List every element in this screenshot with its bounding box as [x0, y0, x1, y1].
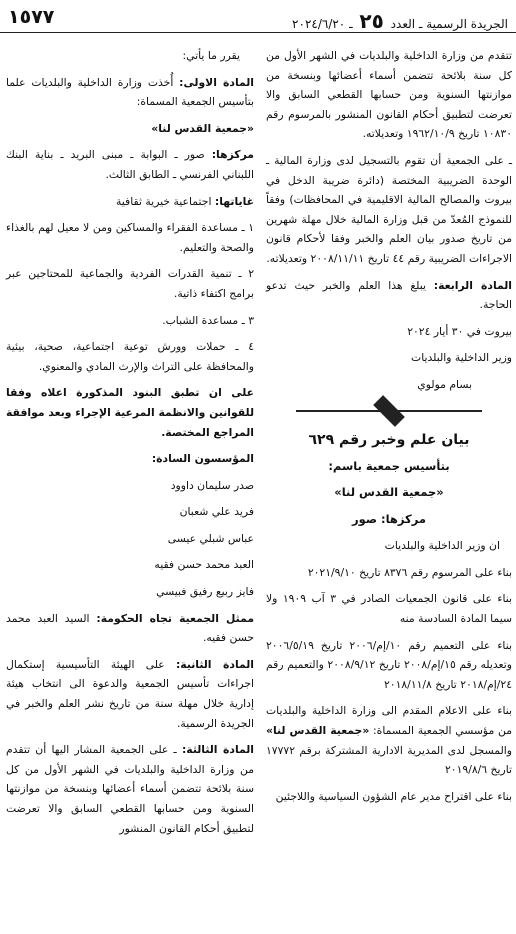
article-one: [6, 73, 254, 112]
notice-title: بيان علم وخبر رقم ٦٢٩: [308, 431, 470, 448]
article-label: المادة الاولى:: [179, 75, 255, 89]
paragraph: بناء على التعميم رقم ١٠/إم/٢٠٠٦ تاريخ ٢٠٠٦/٥/١٩ وتعديله رقم ١٥/إم/٢٠٠٨ تاريخ ٢٠٠٨/٩/١٢ والتعميم رقم ٢٤/إم/٢٠١٨ تاريخ ٢٠١٨/١١/٨: [266, 638, 512, 691]
founder: فريد علي شعبان: [179, 505, 254, 519]
condition: على ان تطبق البنود المذكورة اعلاه وفقا للقوانين والانظمة المرعية الإجراء وبعد موافقة المراجع المختصة.: [6, 386, 254, 439]
article-three: [6, 740, 254, 838]
section-divider: [266, 403, 512, 419]
goals-text: اجتماعية خيرية ثقافية: [116, 194, 212, 208]
header-journal: الجريدة الرسمية ـ العدد: [390, 17, 508, 31]
notice-name: «جمعية القدس لنا»: [334, 485, 444, 500]
left-column: [6, 46, 254, 845]
article-text: يبلغ هذا العلم والخبر حيث تدعو الحاجة.: [266, 278, 512, 312]
right-column: [266, 46, 512, 813]
founders-label: المؤسسون السادة:: [151, 452, 254, 466]
article-four: [266, 276, 512, 315]
place-date: بيروت في ٣٠ أيار ٢٠٢٤: [407, 324, 512, 338]
rep-value: السيد العبد محمد حسن فقيه.: [6, 611, 254, 645]
header-date: ـ ٢٠٢٤/٦/٢٠: [292, 17, 353, 31]
notice-hq: [266, 510, 512, 530]
goal-item: ٤ ـ حملات وورش توعية اجتماعية، صحية، بيئية والمحافظة على التراث والإرث المادي والمعنوي.: [6, 340, 254, 373]
goal-item: ٣ ـ مساعدة الشباب.: [162, 313, 254, 327]
goals-label: غاياتها:: [214, 194, 254, 208]
founder: صدر سليمان داوود: [170, 478, 254, 492]
goal-item: ١ ـ مساعدة الفقراء والمساكين ومن لا معيل لهم بالغذاء والصحة والتعليم.: [6, 221, 254, 254]
assoc-name: «جمعية القدس لنا»: [151, 121, 254, 135]
article-text: ـ على الجمعية المشار اليها أن تتقدم من وزارة الداخلية والبلديات في الشهر الأول من كل سنة بلائحة تتضمن أسماء أعضائها وبنسخة من موازنتها السنوية ومن حسابها القطعي السابق والا تعرضت لتطبيق أحكام القانون المنشور: [6, 743, 254, 835]
paragraph: بناء على المرسوم رقم ٨٣٧٦ تاريخ ٢٠٢١/٩/١٠: [307, 565, 512, 579]
paragraph: ـ على الجمعية أن تقوم بالتسجيل لدى وزارة المالية ـ الوحدة الضريبية المختصة (دائرة ضريبة الدخل في بيروت والمصالح المالية الاقليمية في المحافظات) وفقاً للنموذج المُعدّ من قبل وزارة المالية خلال مهلة شهرين من تاريخ صدور بيان العلم والخبر وفقا لأحكام قانون الاجراءات الضريبية رقم ٤٤ تاريخ ٢٠٠٨/١١/١١ وتعديلاته.: [266, 153, 512, 265]
article-text: أُخذت وزارة الداخلية والبلديات علما بتأسيس الجمعية المسماة:: [6, 75, 254, 109]
founder: فايز ربيع رفيق فبيسي: [156, 585, 254, 599]
notice-subtitle: بتأسيس جمعية باسم:: [328, 458, 450, 473]
notify-name: «جمعية القدس لنا»: [266, 724, 370, 738]
goals: [6, 192, 254, 212]
rep-label: ممثل الجمعية تجاه الحكومة:: [96, 611, 255, 625]
hq-value: صور: [352, 511, 377, 526]
founder: العبد محمد حسن فقيه: [154, 558, 254, 572]
header-issue: ٢٥: [359, 9, 384, 33]
paragraph: بناء على اقتراح مدير عام الشؤون السياسية واللاجئين: [275, 789, 512, 803]
article-label: المادة الثانية:: [175, 657, 255, 671]
article-label: المادة الثالثة:: [181, 743, 255, 757]
intro: ان وزير الداخلية والبلديات: [384, 539, 500, 553]
header-title: [292, 9, 508, 33]
page-number: ١٥٧٧: [8, 6, 55, 28]
paragraph: تتقدم من وزارة الداخلية والبلديات في الشهر الأول من كل سنة بلائحة تتضمن أسماء أعضائها وبنسخة من موازنتها السنوية ومن حسابها القطعي السابق والا تعرضت لتطبيق أحكام القانون المنشور بالمرسوم رقم ١٠٨٣٠ تاريخ ١٩٦٢/١٠/٩ وتعديلاته.: [266, 49, 512, 141]
paragraph: بناء على قانون الجمعيات الصادر في ٣ آب ١٩٠٩ ولا سيما المادة السادسة منه: [266, 592, 513, 626]
notify-text-2: والمسجل لدى المديرية الادارية المشتركة برقم ١٧٧٧٢ تاريخ ٢٠١٩/٨/٦: [266, 743, 512, 777]
paragraph-notify: [266, 701, 512, 779]
hq-text: صور ـ البوابة ـ مبنى البريد ـ بناية البنك اللبناني الفرنسي ـ الطابق الثالث.: [6, 148, 254, 181]
article-two: [6, 655, 254, 733]
headquarters: [6, 145, 254, 184]
representative: [6, 609, 254, 648]
founder: عباس شبلي عيسى: [167, 531, 254, 545]
notify-text: بناء على الاعلام المقدم الى وزارة الداخلية والبلديات من مؤسسي الجمعية المسماة:: [266, 704, 512, 738]
article-label: المادة الرابعة:: [433, 278, 512, 292]
minister-name: بسام مولوي: [417, 377, 472, 391]
hq-label: مركزها:: [211, 148, 254, 162]
page-header: [0, 0, 516, 33]
goal-item: ٢ ـ تنمية القدرات الفردية والجماعية للمحتاجين عبر برامج اكتفاء ذاتية.: [6, 267, 254, 300]
hq-label: مركزها:: [380, 511, 426, 526]
minister-title: وزير الداخلية والبلديات: [411, 351, 512, 365]
decides: يقرر ما يأتي:: [182, 49, 240, 62]
article-text: على الهيئة التأسيسية إستكمال اجراءات تأسيس الجمعية والدعوة الى انتخاب هيئة إدارية خلال مهلة سنة من تاريخ نشر العلم والخبر في الجريدة الرسمية.: [6, 657, 254, 730]
